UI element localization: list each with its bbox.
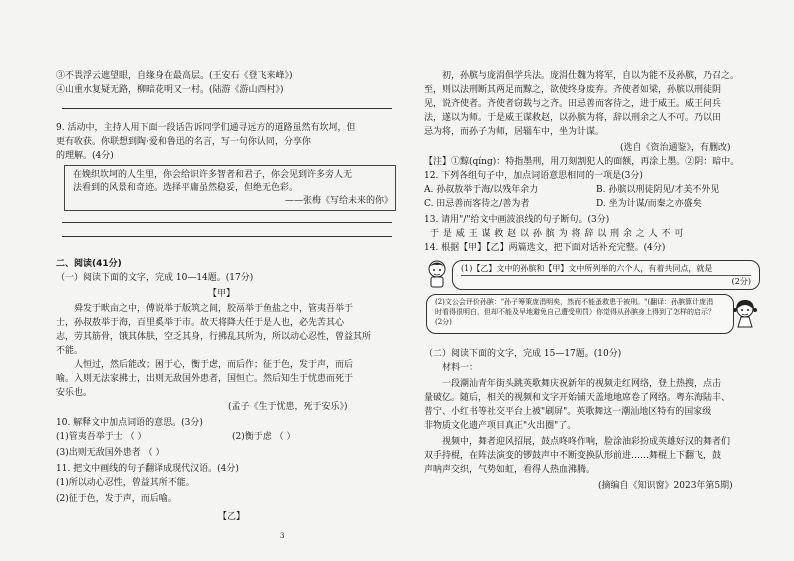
q10-item-1: (1)管夷吾举于士 （ ） (56, 432, 147, 442)
q12-option-c[interactable]: C. 田忌善而客待之/善为者 (424, 199, 530, 209)
jia-p1-line: 不能。 (56, 346, 84, 356)
bubble-2-line-1: (2)文公会评价孙膑："孙子筹策庞涓明矣，然而不能蚤救患于被刑。"(翻译：孙膑算计庞涓 (435, 298, 714, 306)
part-2-intro: （二）阅读下面的文字，完成 15—17题。(10分) (424, 349, 622, 359)
q12-option-a[interactable]: A. 孙叔敖举于海/以残年余力 (424, 185, 539, 195)
quote-author: ——张梅《写给未来的你》 (285, 196, 394, 206)
q13-prompt: 13. 请用"/"给文中画波浪线的句子断句。(3分) (424, 215, 610, 225)
q13-sentence: 于 是 威 王 谋 救 赵 以 孙 膑 为 将 辞 以 刑 余 之 人 不 可 (430, 229, 684, 239)
q11-item-2: (2)征于色，发于声，而后喻。 (56, 494, 177, 504)
yi-source: (选自《资治通鉴》，有删改) (620, 143, 731, 153)
answer-line[interactable] (62, 108, 392, 109)
quote-line-2: 法看到的风景和奇迹。选择平庸虽然稳妥，但绝无色彩。 (73, 183, 299, 193)
student-figure-icon (424, 258, 450, 288)
material-line: 量破亿。随后，相关的视频和文字开始铺天盖地地席卷了网络。粤东海陆丰、 (424, 393, 731, 403)
jia-p1-line: 舜发于畎亩之中，傅说举于版筑之间，胶鬲举于鱼盐之中，管夷吾举于 (74, 304, 354, 314)
dialogue-bubble-1 (452, 260, 760, 290)
q12-prompt: 12. 下列各组句子中，加点词语意思相同的一项是(3分) (424, 171, 643, 181)
q12-option-d[interactable]: D. 坐为计谋/而秦之亦盛矣 (596, 199, 702, 209)
bubble-1-text: (1)【乙】文中的孙膑和【甲】文中所列举的六个人，有着共同点，就是 (461, 264, 713, 273)
bubble-2-line-2: 时看得很明白，但却不能及早地避免自己遭受刑罚）你觉得从孙膑身上得到了怎样的启示？ (435, 308, 715, 316)
dialogue-bubble-2 (426, 294, 734, 334)
jia-mark: 【甲】 (208, 289, 236, 299)
quote-line-1: 在娩织坎坷的人生里，你会给识许多智者和君子，你会见到许多旁人无 (73, 170, 353, 180)
material-source: (摘编自《知识窗》2023年第5期) (598, 481, 733, 491)
material-1-label: 材料一： (442, 363, 479, 373)
girl-figure-icon (732, 298, 758, 328)
part-1-intro: （一）阅读下面的文字，完成 10—14题。(17分) (56, 273, 254, 283)
q8-item-4: ④山重水复疑无路，柳暗花明又一村。(陆游《游山西村》) (56, 85, 284, 95)
jia-p2-line: 人恒过，然后能改；困于心，衡于虑，而后作；征于色，发于声，而后 (74, 360, 354, 370)
bubble-1-score[interactable]: (2分) (461, 275, 751, 287)
q11-item-1: (1)所以动心忍性，曾益其所不能。 (56, 478, 195, 488)
answer-line[interactable] (62, 222, 392, 223)
material-line: 双手持棍，在阵法演变的锣鼓声中不断变换队形前进……舞棍上下翻飞，鼓 (424, 451, 722, 461)
material-line: 普宁、小红书等社交平台上被"刷屏"。英歌舞这一潮汕地区特有的国家级 (424, 407, 712, 417)
q8-item-3: ③不畏浮云遮望眼，自缘身在最高层。(王安石《登飞来峰》) (56, 71, 293, 81)
yi-line: 忌为将，而孙子为师，居辎车中，坐为计谋。 (424, 127, 605, 137)
jia-p2-line: 安乐也。 (56, 388, 93, 398)
answer-line[interactable] (62, 236, 392, 237)
q14-prompt: 14. 根据【甲】【乙】两篇选文，把下面对话补充完整。(4分) (424, 243, 666, 253)
right-column (424, 0, 764, 561)
q11-prompt: 11. 把文中画线的句子翻译成现代汉语。(4分) (56, 464, 239, 474)
material-line: 非物质文化遗产项目真正"火出圈"了。 (424, 421, 577, 431)
q10-item-3: (3)出则无敌国外患者 （ ） (56, 448, 165, 458)
quote-box (64, 165, 396, 211)
material-line: 一段潮汕青年街头跳英歌舞庆祝新年的视频走红网络，登上热搜，点击 (442, 379, 722, 389)
page-number: 3 (280, 532, 285, 540)
yi-line: 见，说齐使者。齐使者窃载与之齐。田忌善而客待之，进于威王。威王问兵 (424, 99, 722, 109)
q10-prompt: 10. 解释文中加点词语的意思。(3分) (56, 418, 203, 428)
q9-line-2: 更有收获。你联想到陶·爱和鲁迅的名言，写一句你认同，分享你 (56, 137, 311, 147)
q12-option-b[interactable]: B. 孙膑以刑徒阴见/才美不外见 (596, 185, 720, 195)
jia-p2-line: 喻。入则无法家拂士，出则无敌国外患者，国恒亡。然后知生于忧患而死于 (56, 374, 354, 384)
annotation-note: 【注】①黥(qíng)：特指墨刑，用刀刻割犯人的面额，再涂上墨。②阴：暗中。 (424, 157, 740, 167)
yi-line: 法，遂以为师。于是威王谋救赵，以孙膑为将，辞以刑余之人不可。乃以田 (424, 113, 722, 123)
material-line: 声呐声交织，气势如虹，看得人热血沸腾。 (424, 465, 596, 475)
q9-line-3: 的理解。(4分) (56, 151, 114, 161)
q10-item-2: (2)衡于虑 （ ） (232, 432, 296, 442)
yi-line: 至，则以法刑断其两足而黥之，欲使终身废弃。齐使者如梁，孙膑以刑徒阴 (424, 85, 722, 95)
jia-source: (孟子《生于忧患，死于安乐》) (228, 402, 348, 412)
material-line: 视频中，舞者迎风招展，鼓点咚咚作响，脸涂油彩扮成英雄好汉的舞者们 (442, 437, 731, 447)
yi-line: 初，孙膑与庞涓俱学兵法。庞涓仕魏为将军，自以为能不及孙膑，乃召之。 (442, 71, 740, 81)
jia-p1-line: 志，劳其筋骨，饿其体肤，空乏其身，行拂乱其所为，所以动心忍性，曾益其所 (56, 332, 372, 342)
jia-p1-line: 士，孙叔敖举于海，百里奚举于市。故天将降大任于是人也，必先苦其心 (56, 318, 345, 328)
q9-line-1: 9. 活动中，主持人用下面一段话告诉同学们通寻远方的道路虽然有坎坷，但 (56, 123, 356, 133)
bubble-2-score[interactable]: (2分) (435, 318, 452, 326)
section-2-heading: 二、阅读(41分) (56, 259, 122, 269)
left-column (56, 0, 404, 561)
yi-mark: 【乙】 (218, 512, 246, 522)
